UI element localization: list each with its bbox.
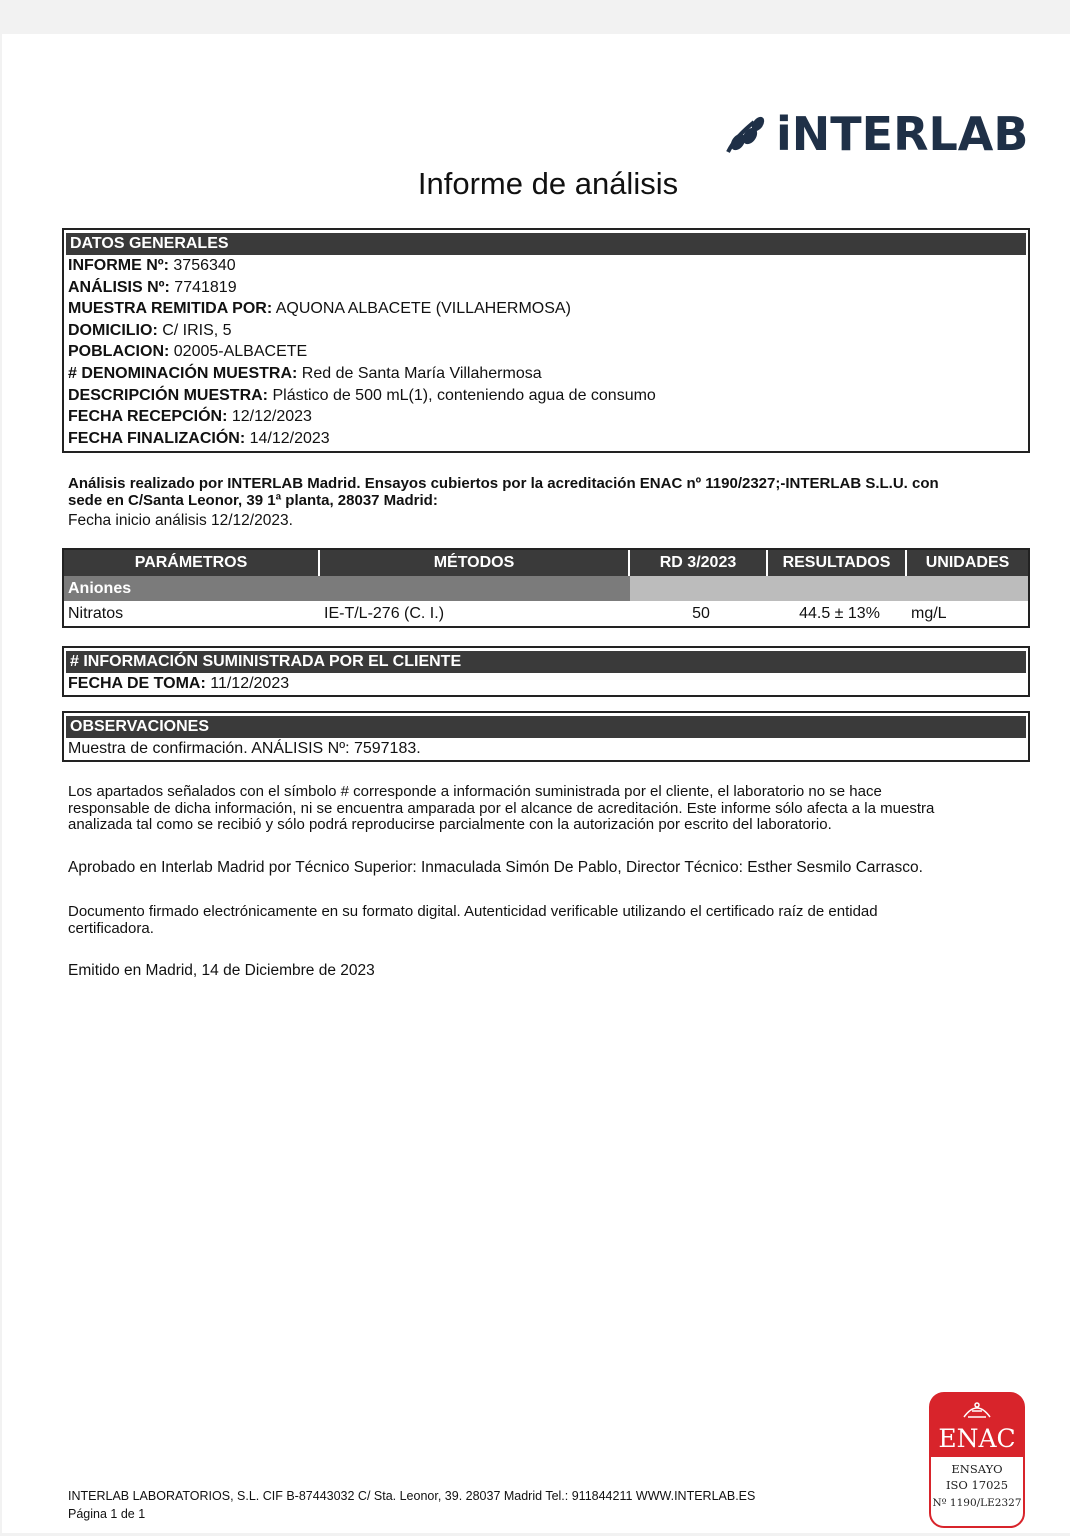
field-value: AQUONA ALBACETE (VILLAHERMOSA) bbox=[275, 300, 571, 318]
field-label: DOMICILIO: bbox=[68, 321, 158, 339]
signed-line: certificadora. bbox=[68, 919, 154, 937]
cell-parametro: Nitratos bbox=[68, 604, 124, 622]
accreditation-line-1: Análisis realizado por INTERLAB Madrid. Ensayos cubiertos por la acreditación ENAC nº 1190/2327;-INTERLAB S.L.U. con bbox=[68, 475, 939, 492]
disclaimer-paragraph bbox=[68, 784, 1018, 834]
group-label: Aniones bbox=[64, 576, 630, 601]
field-value: 3756340 bbox=[173, 257, 236, 274]
field-value: Plástico de 500 mL(1), conteniendo agua de consumo bbox=[272, 386, 656, 404]
column-header-resultados: RESULTADOS bbox=[768, 550, 907, 576]
field-poblacion bbox=[64, 341, 1028, 363]
column-header-unidades: UNIDADES bbox=[907, 550, 1028, 576]
signed-paragraph bbox=[68, 904, 1018, 937]
field-label: POBLACION: bbox=[68, 343, 170, 361]
accreditation-line-2: sede en C/Santa Leonor, 39 1ª planta, 28037 Madrid: bbox=[68, 492, 438, 509]
enac-number-text: Nº 1190/LE2327 bbox=[932, 1497, 1022, 1509]
results-header-row bbox=[64, 550, 1028, 576]
field-value: 7741819 bbox=[174, 278, 237, 296]
observaciones-text: Muestra de confirmación. ANÁLISIS Nº: 7597183. bbox=[68, 740, 421, 757]
datos-generales-box bbox=[62, 228, 1030, 453]
disclaimer-line: responsable de dicha información, ni se encuentra amparada por el alcance de acreditación. Este informe sólo afecta a la muestra bbox=[68, 799, 935, 817]
field-analisis bbox=[64, 277, 1028, 299]
field-fecha-toma bbox=[64, 673, 1028, 695]
results-table bbox=[62, 548, 1030, 628]
field-label: DESCRIPCIÓN MUESTRA: bbox=[68, 386, 269, 404]
cell-rd: 50 bbox=[692, 604, 710, 622]
disclaimer-line: analizada tal como se recibió y sólo podrá reproducirse parcialmente con la autorización por escrito del laboratorio. bbox=[68, 816, 832, 833]
datos-generales-header: DATOS GENERALES bbox=[66, 233, 1026, 255]
field-label: ANÁLISIS Nº: bbox=[68, 278, 170, 296]
cliente-box bbox=[62, 646, 1030, 697]
enac-type-text: ENSAYO bbox=[951, 1462, 1003, 1476]
logo-text: iNTERLAB bbox=[776, 107, 1029, 161]
field-value: C/ IRIS, 5 bbox=[162, 321, 232, 339]
enac-brand-text: ENAC bbox=[938, 1424, 1016, 1453]
field-label: MUESTRA REMITIDA POR: bbox=[68, 300, 273, 318]
footer-company: INTERLAB LABORATORIOS, S.L. CIF B-87443032 C/ Sta. Leonor, 39. 28037 Madrid Tel.: 911844211 WWW.INTERLAB.ES bbox=[68, 1489, 756, 1503]
analysis-start-date: Fecha inicio análisis 12/12/2023. bbox=[68, 512, 293, 529]
column-header-rd: RD 3/2023 bbox=[630, 550, 768, 576]
table-row bbox=[64, 601, 1028, 626]
field-value: Red de Santa María Villahermosa bbox=[301, 364, 542, 382]
field-recepcion bbox=[64, 406, 1028, 428]
enac-standard-text: ISO 17025 bbox=[945, 1478, 1009, 1492]
field-label: FECHA DE TOMA: bbox=[68, 675, 206, 692]
field-label: FECHA RECEPCIÓN: bbox=[68, 408, 228, 426]
field-label: FECHA FINALIZACIÓN: bbox=[68, 429, 246, 447]
field-remitida bbox=[64, 298, 1028, 320]
footer-page-number: Página 1 de 1 bbox=[68, 1507, 146, 1521]
disclaimer-line: Los apartados señalados con el símbolo # corresponde a información suministrada por el cliente, el laboratorio no se hace bbox=[68, 783, 882, 800]
field-informe bbox=[64, 255, 1028, 277]
signed-line: Documento firmado electrónicamente en su formato digital. Autenticidad verificable utilizando el certificado raíz de entidad bbox=[68, 903, 878, 920]
cell-resultado: 44.5 ± 13% bbox=[799, 604, 880, 622]
enac-seal bbox=[928, 1391, 1026, 1531]
field-finalizacion bbox=[64, 428, 1028, 450]
field-value: 12/12/2023 bbox=[231, 408, 312, 426]
approved-paragraph: Aprobado en Interlab Madrid por Técnico Superior: Inmaculada Simón De Pablo, Director Técnico: Esther Sesmilo Carrasco. bbox=[68, 859, 923, 876]
field-label: # DENOMINACIÓN MUESTRA: bbox=[68, 364, 298, 382]
enac-seal-graphic bbox=[928, 1391, 1026, 1531]
field-value: 11/12/2023 bbox=[210, 675, 290, 692]
field-denominacion bbox=[64, 363, 1028, 385]
observaciones-header: OBSERVACIONES bbox=[66, 716, 1026, 738]
field-value: 14/12/2023 bbox=[249, 429, 330, 447]
column-header-metodos: MÉTODOS bbox=[320, 550, 630, 576]
field-label: INFORME Nº: bbox=[68, 257, 169, 274]
group-fill bbox=[630, 576, 1028, 601]
field-descripcion bbox=[64, 385, 1028, 407]
page-title: Informe de análisis bbox=[417, 166, 679, 201]
column-header-parametros: PARÁMETROS bbox=[64, 550, 320, 576]
interlab-leaf-icon bbox=[724, 112, 770, 154]
cell-metodo: IE-T/L-276 (C. I.) bbox=[324, 604, 445, 622]
cell-unidad: mg/L bbox=[911, 604, 947, 622]
issued-paragraph: Emitido en Madrid, 14 de Diciembre de 2023 bbox=[68, 962, 375, 979]
field-value: 02005-ALBACETE bbox=[173, 343, 308, 361]
observaciones-box bbox=[62, 711, 1030, 762]
group-row bbox=[64, 576, 1028, 601]
interlab-logo bbox=[724, 107, 1029, 161]
cliente-header: # INFORMACIÓN SUMINISTRADA POR EL CLIENTE bbox=[66, 651, 1026, 673]
field-domicilio bbox=[64, 320, 1028, 342]
